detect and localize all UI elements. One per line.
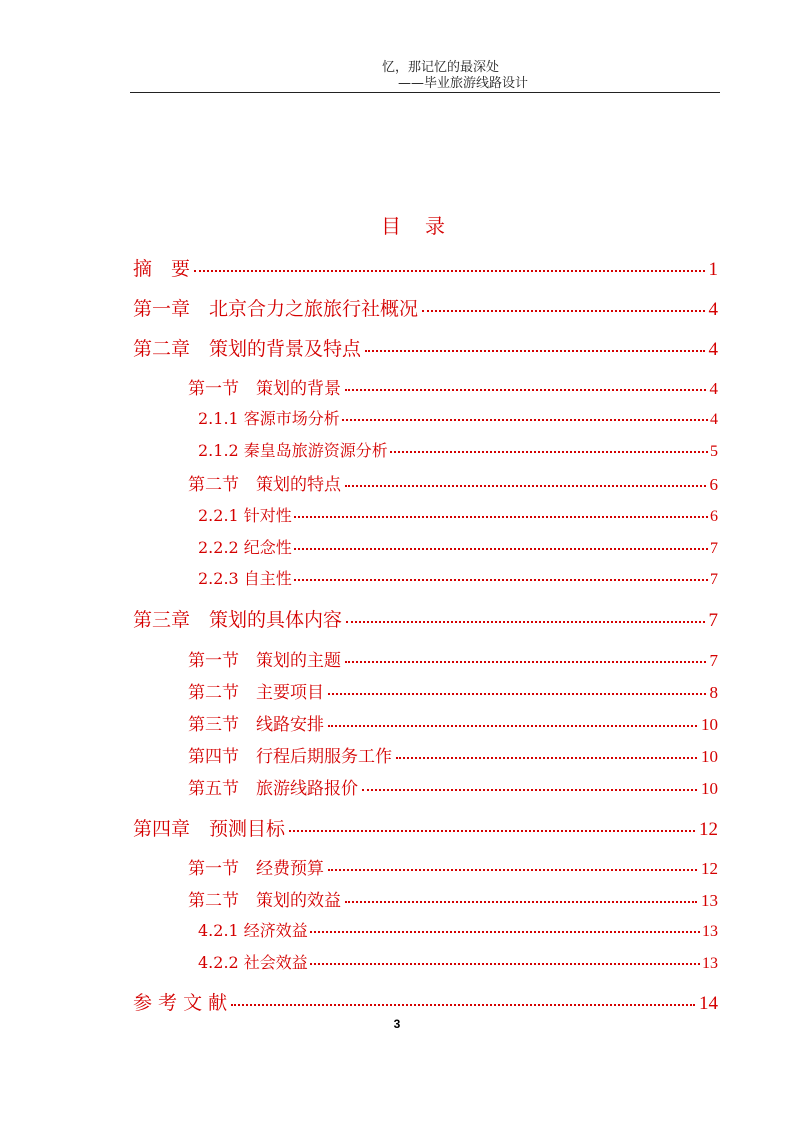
dot-leader — [390, 445, 708, 453]
toc-entry-title: 2.2.1 针对性 — [198, 506, 292, 525]
toc-heading: 目录 — [381, 214, 469, 238]
toc-entry-title: 第四节 行程后期服务工作 — [188, 747, 392, 767]
toc-entry[interactable] — [198, 406, 718, 429]
toc-entry-title: 摘 要 — [133, 258, 191, 280]
toc-entry-title: 第四章 预测目标 — [133, 818, 286, 840]
dot-leader — [289, 824, 695, 832]
toc-entry[interactable] — [198, 950, 718, 973]
page-number: 3 — [393, 1017, 401, 1031]
toc-entry-title: 2.1.2 秦皇岛旅游资源分析 — [198, 441, 388, 460]
dot-leader — [365, 344, 704, 352]
toc-entry-page: 4 — [709, 379, 718, 398]
toc-entry-page: 5 — [710, 443, 718, 460]
toc-entry[interactable] — [133, 294, 718, 321]
toc-entry-title: 4.2.2 社会效益 — [198, 953, 308, 972]
toc-entry-title: 第二节 主要项目 — [188, 683, 324, 703]
toc-entry[interactable] — [188, 886, 718, 911]
toc-entry[interactable] — [133, 334, 718, 361]
dot-leader — [231, 998, 695, 1006]
toc-entry-page: 13 — [702, 923, 718, 940]
toc-entry[interactable] — [133, 254, 718, 281]
toc-entry[interactable] — [188, 710, 718, 735]
dot-leader — [328, 719, 697, 727]
toc-entry-page: 6 — [710, 508, 718, 525]
dot-leader — [294, 510, 708, 518]
dot-leader — [328, 687, 706, 695]
toc-entry-title: 4.2.1 经济效益 — [198, 921, 308, 940]
toc-entry-title: 第二章 策划的背景及特点 — [133, 338, 362, 360]
toc-entry-title: 第一节 策划的背景 — [188, 379, 341, 399]
toc-entry-page: 4 — [708, 339, 718, 360]
toc-entry-page: 13 — [702, 955, 718, 972]
dot-leader — [346, 615, 704, 623]
toc-entry-title: 第三章 策划的具体内容 — [133, 609, 343, 631]
toc-entry-page: 7 — [709, 651, 718, 670]
toc-entry-page: 7 — [708, 610, 718, 631]
toc-entry-page: 1 — [708, 259, 718, 280]
toc-entry-page: 6 — [709, 475, 718, 494]
toc-entry-title: 第五节 旅游线路报价 — [188, 779, 358, 799]
header-title: 忆，那记忆的最深处 — [382, 60, 500, 75]
dot-leader — [345, 479, 706, 487]
toc-entry-title: 第一章 北京合力之旅旅行社概况 — [133, 298, 419, 320]
toc-entry[interactable] — [133, 814, 718, 841]
toc-entry-title: 2.2.3 自主性 — [198, 569, 292, 588]
toc-entry-title: 参 考 文 献 — [133, 992, 228, 1014]
toc-entry[interactable] — [188, 646, 718, 671]
dot-leader — [294, 573, 708, 581]
toc-entry[interactable] — [133, 988, 718, 1015]
dot-leader — [342, 413, 708, 421]
toc-entry[interactable] — [188, 374, 718, 399]
toc-entry-title: 第二节 策划的特点 — [188, 475, 341, 495]
toc-entry-page: 14 — [699, 993, 718, 1014]
toc-entry-page: 10 — [701, 715, 718, 734]
dot-leader — [422, 304, 704, 312]
toc-entry-page: 10 — [701, 747, 718, 766]
toc-entry-title: 第二节 策划的效益 — [188, 891, 341, 911]
toc-entry[interactable] — [133, 605, 718, 632]
toc-entry[interactable] — [188, 854, 718, 879]
dot-leader — [194, 264, 704, 272]
dot-leader — [345, 895, 697, 903]
dot-leader — [345, 383, 706, 391]
dot-leader — [396, 751, 697, 759]
header-subtitle: ——毕业旅游线路设计 — [398, 76, 529, 91]
toc-entry-page: 8 — [709, 683, 718, 702]
toc-entry[interactable] — [198, 503, 718, 526]
toc-entry[interactable] — [198, 535, 718, 558]
dot-leader — [294, 542, 708, 550]
dot-leader — [310, 957, 700, 965]
toc-entry-page: 12 — [701, 859, 718, 878]
toc-entry-title: 2.1.1 客源市场分析 — [198, 409, 340, 428]
dot-leader — [345, 655, 706, 663]
toc-entry-title: 第一节 策划的主题 — [188, 651, 341, 671]
toc-entry[interactable] — [198, 438, 718, 461]
toc-entry-page: 12 — [699, 819, 718, 840]
toc-entry-page: 10 — [701, 779, 718, 798]
page-header — [130, 52, 720, 93]
toc-entry-page: 4 — [710, 411, 718, 428]
toc-entry-page: 7 — [710, 540, 718, 557]
toc-entry[interactable] — [188, 742, 718, 767]
toc-entry[interactable] — [188, 470, 718, 495]
toc-entry[interactable] — [198, 566, 718, 589]
dot-leader — [310, 925, 700, 933]
toc-entry-title: 第一节 经费预算 — [188, 859, 324, 879]
toc-entry-page: 7 — [710, 571, 718, 588]
toc-entry[interactable] — [188, 678, 718, 703]
toc-entry-title: 第三节 线路安排 — [188, 715, 324, 735]
dot-leader — [328, 863, 697, 871]
toc-entry-title: 2.2.2 纪念性 — [198, 538, 292, 557]
toc-entry-page: 4 — [708, 299, 718, 320]
toc-entry[interactable] — [188, 774, 718, 799]
dot-leader — [362, 783, 697, 791]
toc-entry-page: 13 — [701, 891, 718, 910]
toc-entry[interactable] — [198, 918, 718, 941]
